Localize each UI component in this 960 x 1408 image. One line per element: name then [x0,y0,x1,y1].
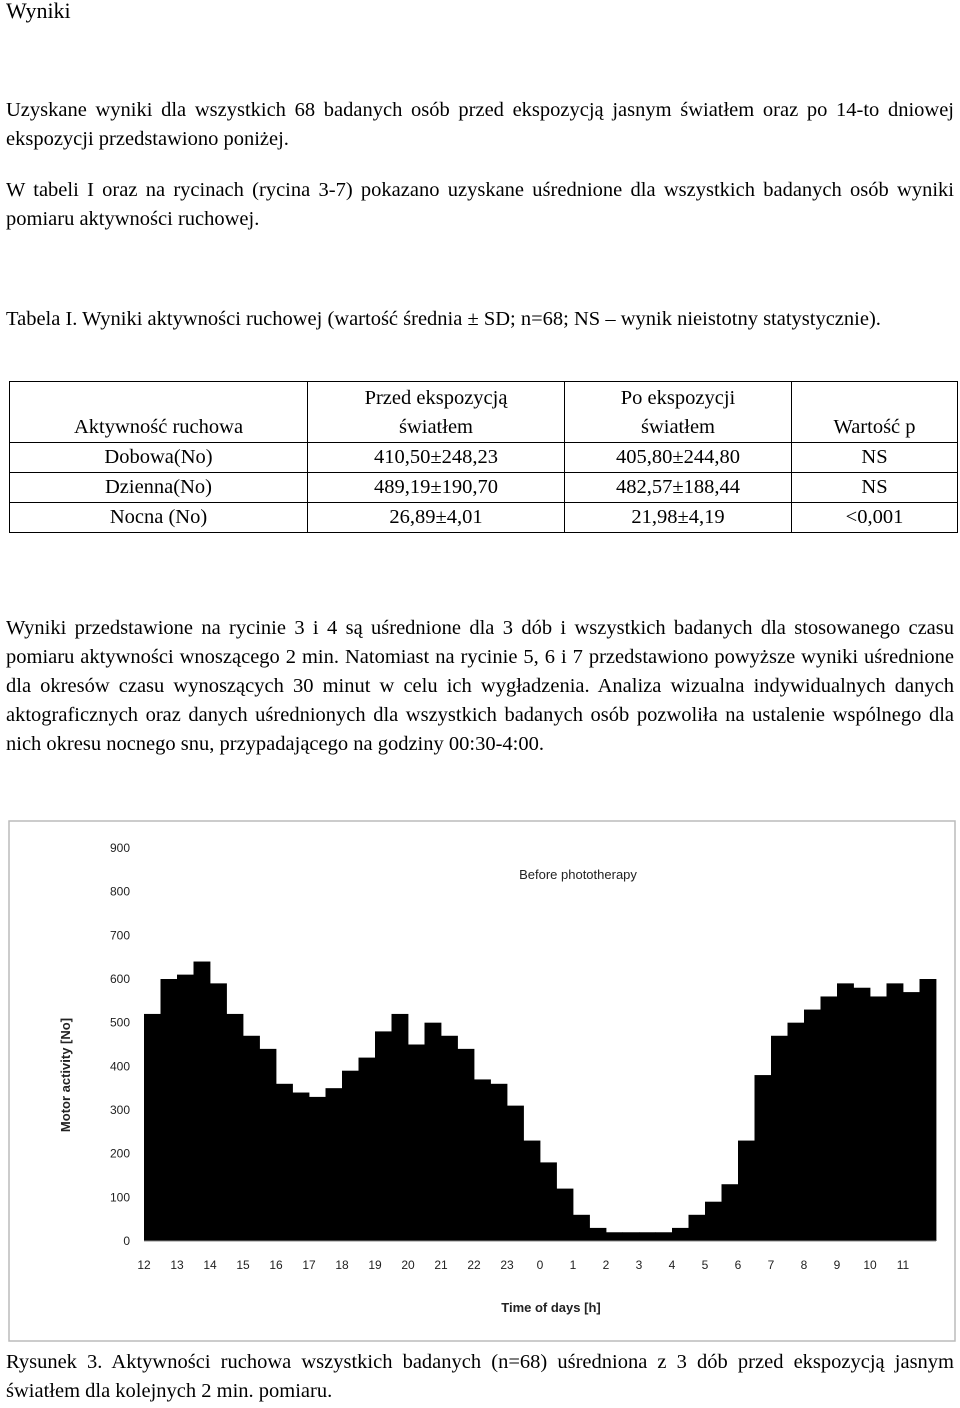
activity-bar [738,1141,755,1241]
activity-bar [260,1049,277,1241]
x-tick-label: 5 [701,1258,709,1272]
x-tick-label: 19 [368,1258,382,1272]
activity-bar [540,1162,557,1241]
activity-bar [210,983,227,1241]
row-after: 21,98±4,19 [565,503,792,533]
row-before: 489,19±190,70 [308,473,565,503]
activity-bar [557,1189,574,1241]
y-tick-label: 100 [109,1190,130,1205]
x-tick-label: 0 [536,1258,544,1272]
row-label: Dobowa(No) [10,443,308,473]
activity-bar [491,1084,508,1241]
x-tick-label: 23 [500,1258,514,1272]
y-axis-label: Motor activity [No] [58,1017,73,1133]
y-tick-label: 900 [109,841,130,855]
header-before [308,382,565,443]
activity-bar [177,975,194,1241]
activity-bar [326,1088,343,1241]
figure-caption: Rysunek 3. Aktywności ruchowa wszystkich badanych (n=68) uśredniona z 3 dób przed ekspozycją jasnym światłem dla kolejnych 2 min. pomiaru. [6,1351,954,1402]
x-tick-label: 16 [269,1258,283,1272]
activity-bar [458,1049,475,1241]
activity-bar [672,1228,689,1241]
x-tick-label: 13 [170,1258,184,1272]
activity-bar [359,1058,376,1241]
activity-bar [144,1014,161,1241]
table-row [10,473,958,503]
x-tick-label: 11 [896,1258,910,1272]
activity-bar [887,983,904,1241]
activity-bar [276,1084,293,1241]
intro-paragraph-1: Uzyskane wyniki dla wszystkich 68 badanych osób przed ekspozycją jasnym światłem oraz po 14-to dniowej ekspozycji przedstawiono poniżej. [6,99,954,150]
activity-bar [293,1093,310,1241]
activity-bar [573,1215,590,1241]
results-table [9,381,958,533]
table-row [10,443,958,473]
activity-bar [408,1045,425,1242]
header-before-line1: Przed ekspozycją [364,387,508,409]
x-tick-label: 21 [434,1258,448,1272]
x-tick-label: 1 [569,1258,577,1272]
header-after-line2: światłem [640,416,715,438]
section-title: Wyniki [6,0,71,23]
row-after: 482,57±188,44 [565,473,792,503]
row-pvalue: <0,001 [792,503,958,533]
x-tick-label: 18 [335,1258,349,1272]
x-tick-label: 22 [467,1258,481,1272]
y-tick-label: 400 [109,1059,130,1074]
header-after-line1: Po ekspozycji [620,387,736,409]
y-tick-label: 200 [109,1146,130,1161]
activity-bar [656,1232,673,1241]
header-before-line2: światłem [398,416,473,438]
y-tick-label: 700 [109,928,130,943]
x-tick-label: 2 [602,1258,610,1272]
y-tick-label: 800 [109,884,130,899]
activity-bar [342,1071,359,1241]
activity-bar [903,992,920,1241]
x-tick-label: 9 [833,1258,841,1272]
activity-bar [243,1036,260,1241]
y-tick-label: 600 [109,972,130,986]
activity-bar [606,1232,623,1241]
chart-title: Before phototherapy [519,867,637,882]
intro-paragraph-2: W tabeli I oraz na rycinach (rycina 3-7) pokazano uzyskane uśrednione dla wszystkich badanych osób wyniki pomiaru aktywności ruchowej. [6,179,954,230]
x-axis-label: Time of days [h] [501,1300,601,1315]
activity-bar [722,1184,739,1241]
x-tick-label: 12 [137,1258,151,1272]
y-tick-label: 300 [109,1103,130,1117]
activity-bar [194,962,211,1241]
x-tick-label: 17 [302,1258,316,1272]
activity-bar [507,1106,524,1241]
activity-bar [309,1097,326,1241]
header-activity: Aktywność ruchowa [10,382,308,443]
activity-bar [623,1232,640,1241]
x-tick-label: 15 [236,1258,250,1272]
row-before: 26,89±4,01 [308,503,565,533]
header-after [565,382,792,443]
x-tick-label: 8 [800,1258,808,1272]
activity-bar [771,1036,788,1241]
x-tick-label: 10 [863,1258,877,1272]
activity-bar [788,1023,805,1241]
row-label: Dzienna(No) [10,473,308,503]
activity-bar [392,1014,409,1241]
activity-bar [161,979,178,1241]
activity-bar [821,996,838,1241]
activity-chart [8,820,956,1342]
activity-bar [425,1023,442,1241]
activity-bar [705,1202,722,1241]
activity-bar [639,1232,656,1241]
row-pvalue: NS [792,473,958,503]
x-tick-label: 7 [767,1258,775,1272]
row-label: Nocna (No) [10,503,308,533]
activity-bar [804,1010,821,1241]
row-pvalue: NS [792,443,958,473]
row-before: 410,50±248,23 [308,443,565,473]
activity-bar [474,1079,491,1241]
activity-bar [375,1031,392,1241]
table-row [10,503,958,533]
y-tick-label: 500 [109,1015,130,1030]
activity-bar [689,1215,706,1241]
activity-bar [590,1228,607,1241]
x-tick-label: 6 [734,1258,742,1272]
y-tick-label: 0 [123,1234,130,1248]
activity-bar [524,1141,541,1241]
activity-bar [837,983,854,1241]
x-tick-label: 3 [635,1258,643,1272]
activity-bar [854,988,871,1241]
description-paragraph: Wyniki przedstawione na rycinie 3 i 4 są uśrednione dla 3 dób i wszystkich badanych dla stosowanego czasu pomiaru aktywności wnoszącego 2 min. Natomiast na rycinie 5, 6 i 7 przedstawiono powyższe wyniki uśrednione dla okresów czasu wynoszących 30 minut w celu ich wygładzenia. Analiza wizualna indywidualnych danych aktograficznych oraz danych uśrednionych dla wszystkich badanych osób pozwoliła na ustalenie wspólnego dla nich okresu nocnego snu, przypadającego na godziny 00:30-4:00. [6,617,954,755]
x-tick-label: 4 [668,1258,676,1272]
activity-bar [227,1014,244,1241]
activity-bar [755,1075,772,1241]
row-after: 405,80±244,80 [565,443,792,473]
x-tick-label: 20 [401,1258,415,1272]
activity-bar [870,996,887,1241]
activity-bar [441,1036,458,1241]
table-caption: Tabela I. Wyniki aktywności ruchowej (wartość średnia ± SD; n=68; NS – wynik nieistotny statystycznie). [6,308,881,330]
table-header-row [10,382,958,443]
activity-bar [920,979,937,1241]
x-tick-label: 14 [203,1258,217,1272]
figure-3 [8,820,956,1342]
header-pvalue: Wartość p [792,382,958,443]
